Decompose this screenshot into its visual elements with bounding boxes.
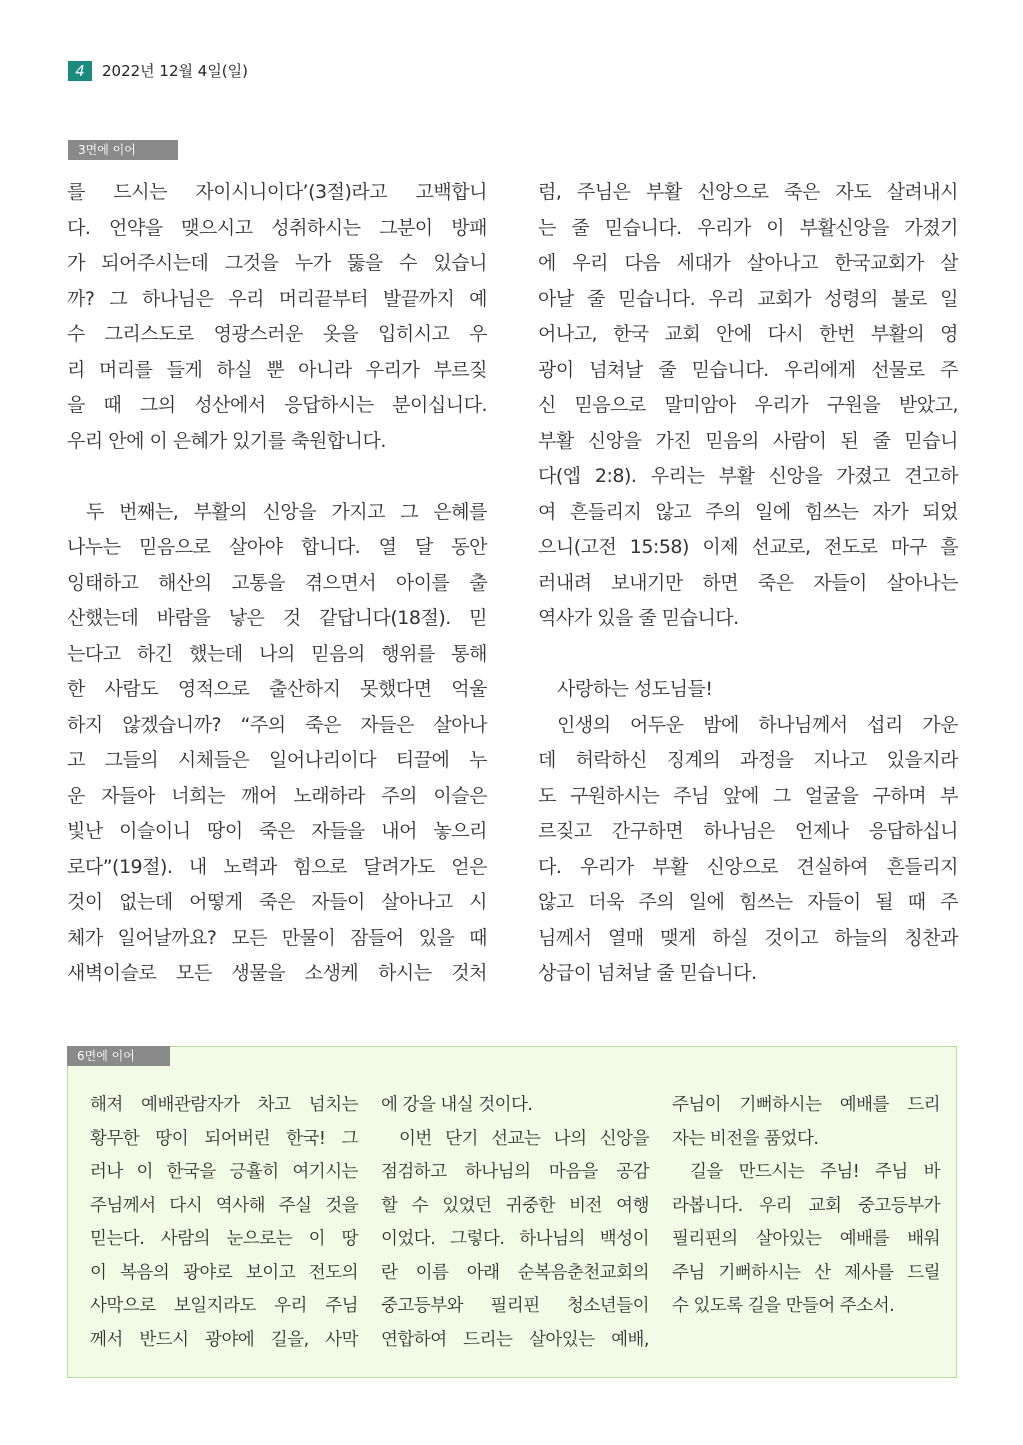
- text-line: 데 허락하신 징계의 과정을 지나고 있을지라: [538, 749, 958, 771]
- text-line: 길을 만드시는 주님! 주님 바: [690, 1162, 940, 1182]
- text-line: 하지 않겠습니까? “주의 죽은 자들은 살아나: [67, 713, 487, 736]
- text-line: 역사가 있을 줄 믿습니다.: [538, 607, 739, 629]
- text-line: 체가 일어날까요? 모든 만물이 잠들어 있을 때: [67, 926, 487, 949]
- text-line: 에 우리 다음 세대가 살아나고 한국교회가 살: [538, 252, 958, 274]
- text-line: 운 자들아 너희는 깨어 노래하라 주의 이슬은: [67, 784, 487, 807]
- text-line: 황무한 땅이 되어버린 한국! 그: [90, 1128, 358, 1149]
- text-line: 에 강을 내실 것이다.: [381, 1095, 533, 1115]
- text-line: 이번 단기 선교는 나의 신앙을: [399, 1128, 649, 1149]
- text-line: 다. 언약을 맺으시고 성취하시는 그분이 방패: [67, 216, 487, 239]
- text-line: 필리핀의 살아있는 예배를 배워: [672, 1229, 940, 1249]
- text-line: 가 되어주시는데 그것을 누가 뚫을 수 있습니: [67, 252, 487, 274]
- text-line: 산했는데 바람을 낳은 것 같답니다(18절). 믿: [67, 607, 487, 629]
- text-line: 해져 예배관람자가 차고 넘치는: [90, 1095, 358, 1115]
- text-line: 께서 반드시 광야에 길을, 사막: [90, 1329, 358, 1350]
- text-line: 로다”(19절). 내 노력과 힘으로 달려가도 얻은: [67, 855, 487, 878]
- page-header: [68, 60, 248, 81]
- continued-from-tag: 3면에 이어: [68, 140, 178, 160]
- text-line: 나누는 믿음으로 살아야 합니다. 열 달 동안: [67, 536, 487, 558]
- text-line: 사랑하는 성도님들!: [557, 678, 713, 700]
- text-line: 않고 더욱 주의 일에 힘쓰는 자들이 될 때 주: [538, 891, 958, 913]
- text-line: 빛난 이슬이니 땅이 죽은 자들을 내어 놓으리: [67, 820, 487, 842]
- text-line: 리 머리를 들게 하실 뿐 아니라 우리가 부르짖: [67, 358, 487, 381]
- text-line: 주님이 기뻐하시는 예배를 드리: [672, 1095, 940, 1115]
- text-line: 를 드시는 자이시니이다’(3절)라고 고백합니: [67, 181, 487, 203]
- text-line: 어나고, 한국 교회 안에 다시 한번 부활의 영: [538, 323, 958, 345]
- text-line: 우리 안에 이 은혜가 있기를 축원합니다.: [67, 429, 386, 452]
- text-line: 것이 없는데 어떻게 죽은 자들이 살아나고 시: [67, 891, 487, 913]
- text-line: 신 믿음으로 말미암아 우리가 구원을 받았고,: [538, 394, 958, 416]
- text-line: 여 흔들리지 않고 주의 일에 힘쓰는 자가 되었: [538, 500, 958, 523]
- text-line: 사막으로 보일지라도 우리 주님: [90, 1296, 358, 1316]
- text-line: 수 그리스도로 영광스러운 옷을 입히시고 우: [67, 323, 487, 345]
- text-line: 수 있도록 길을 만들어 주소서.: [672, 1296, 895, 1316]
- issue-date: 2022년 12월 4일(일): [102, 62, 249, 80]
- text-line: 점검하고 하나님의 마음을 공감: [381, 1162, 649, 1182]
- text-line: 광이 넘쳐날 줄 믿습니다. 우리에게 선물로 주: [538, 358, 958, 381]
- text-line: 라봅니다. 우리 교회 중고등부가: [672, 1195, 940, 1216]
- text-line: 할 수 있었던 귀중한 비전 여행: [381, 1195, 649, 1216]
- article-column-right: [538, 175, 958, 992]
- text-line: 러나 이 한국을 긍휼히 여기시는: [90, 1162, 358, 1182]
- continued-article-box: [67, 1046, 957, 1378]
- text-line: 다(엡 2:8). 우리는 부활 신앙을 가졌고 견고하: [538, 465, 958, 487]
- text-line: 럼, 주님은 부활 신앙으로 죽은 자도 살려내시: [538, 181, 958, 203]
- text-line: 두 번째는, 부활의 신앙을 가지고 그 은혜를: [86, 500, 487, 523]
- text-line: 한 사람도 영적으로 출산하지 못했다면 억울: [67, 678, 487, 700]
- text-line: 주님께서 다시 역사해 주실 것을: [90, 1195, 358, 1216]
- text-line: 부활 신앙을 가진 믿음의 사람이 된 줄 믿습니: [538, 429, 958, 452]
- paragraph-gap: [538, 637, 958, 673]
- text-line: 고 그들의 시체들은 일어나리이다 티끌에 누: [67, 749, 487, 771]
- text-line: 란 이름 아래 순복음춘천교회의: [381, 1262, 649, 1283]
- text-line: 중고등부와 필리핀 청소년들이: [381, 1296, 649, 1316]
- text-line: 상급이 넘쳐날 줄 믿습니다.: [538, 962, 757, 984]
- page-number: 4: [68, 61, 92, 81]
- box-column-2: [381, 1089, 649, 1357]
- text-line: 믿는다. 사람의 눈으로는 이 땅: [90, 1229, 358, 1249]
- text-line: 인생의 어두운 밤에 하나님께서 섭리 가운: [557, 713, 958, 736]
- text-line: 이었다. 그렇다. 하나님의 백성이: [381, 1229, 649, 1249]
- text-line: 는 줄 믿습니다. 우리가 이 부활신앙을 가졌기: [538, 216, 958, 239]
- text-line: 잉태하고 해산의 고통을 겪으면서 아이를 출: [67, 571, 487, 594]
- text-line: 아날 줄 믿습니다. 우리 교회가 성령의 불로 일: [538, 287, 958, 310]
- article-column-left: [67, 175, 487, 992]
- text-line: 이 복음의 광야로 보이고 전도의: [90, 1262, 358, 1283]
- text-line: 을 때 그의 성산에서 응답하시는 분이십니다.: [67, 394, 487, 416]
- text-line: 도 구원하시는 주님 앞에 그 얼굴을 구하며 부: [538, 784, 958, 807]
- continued-from-tag: 6면에 이어: [67, 1046, 170, 1066]
- text-line: 다. 우리가 부활 신앙으로 견실하여 흔들리지: [538, 855, 958, 878]
- text-line: 주님 기뻐하시는 산 제사를 드릴: [672, 1262, 940, 1283]
- box-column-3: [672, 1089, 940, 1324]
- box-column-1: [90, 1089, 358, 1357]
- text-line: 자는 비전을 품었다.: [672, 1128, 819, 1149]
- text-line: 까? 그 하나님은 우리 머리끝부터 발끝까지 예: [67, 287, 487, 310]
- text-line: 는다고 하긴 했는데 나의 믿음의 행위를 통해: [67, 642, 487, 665]
- text-line: 으니(고전 15:58) 이제 선교로, 전도로 마구 흘: [538, 536, 958, 558]
- text-line: 님께서 열매 맺게 하실 것이고 하늘의 칭찬과: [538, 926, 958, 949]
- text-line: 러내려 보내기만 하면 죽은 자들이 살아나는: [538, 571, 958, 594]
- paragraph-gap: [67, 459, 487, 495]
- text-line: 르짖고 간구하면 하나님은 언제나 응답하십니: [538, 820, 958, 842]
- text-line: 연합하여 드리는 살아있는 예배,: [381, 1329, 649, 1350]
- text-line: 새벽이슬로 모든 생물을 소생케 하시는 것처: [67, 962, 487, 984]
